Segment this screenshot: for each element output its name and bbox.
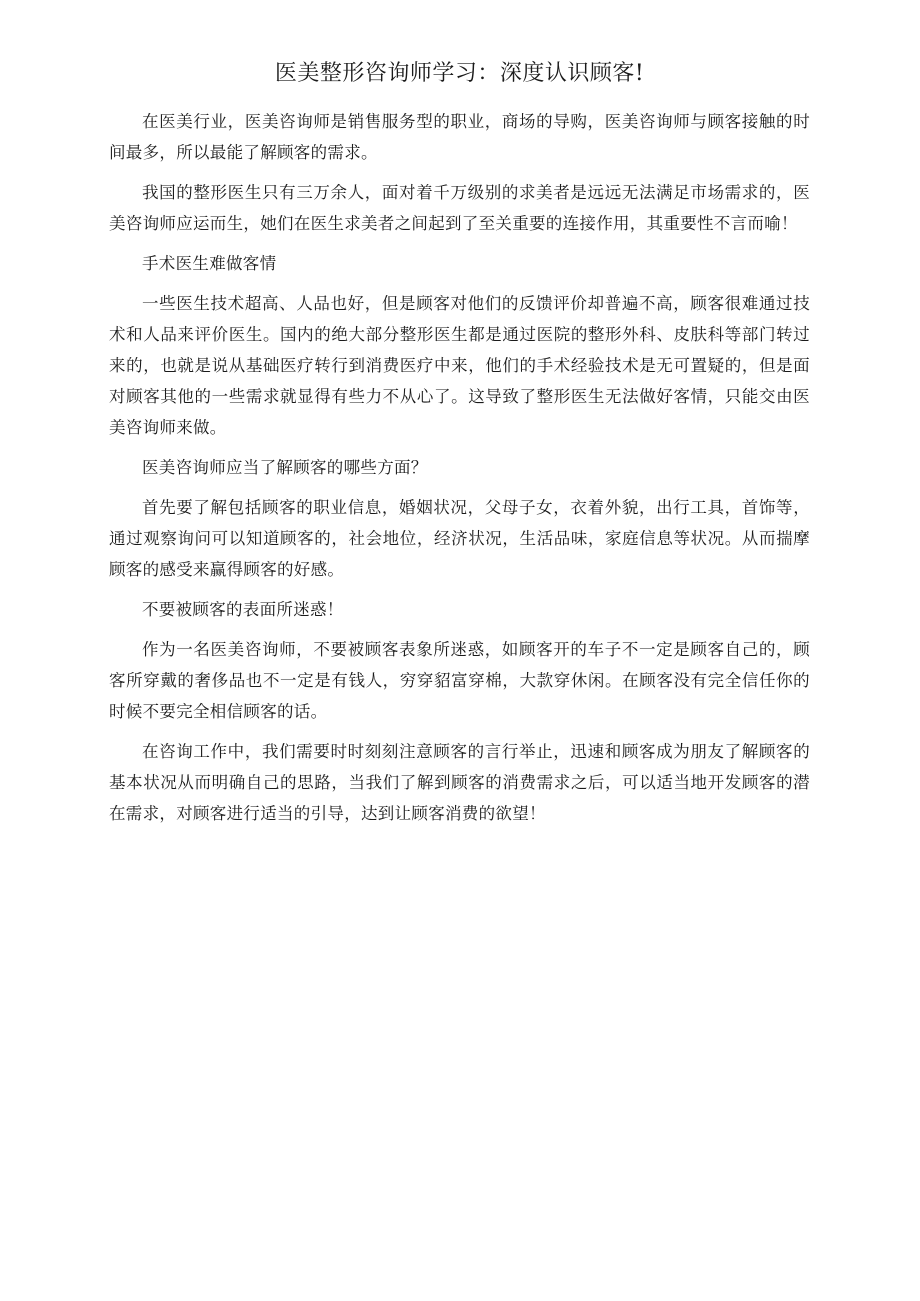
- paragraph-surgeons: 一些医生技术超高、人品也好，但是顾客对他们的反馈评价却普遍不高，顾客很难通过技术和人品来评价医生。国内的绝大部分整形医生都是通过医院的整形外科、皮肤科等部门转过来的，也就是说从基础医疗转行到消费医疗中来，他们的手术经验技术是无可置疑的，但是面对顾客其他的一些需求就显得有些力不从心了。这导致了整形医生无法做好客情，只能交由医美咨询师来做。: [109, 294, 810, 437]
- section-heading-surgeons: 手术医生难做客情: [142, 254, 277, 273]
- document-title: 医美整形咨询师学习：深度认识顾客!: [274, 61, 645, 86]
- section-heading-appearance: 不要被顾客的表面所迷惑！: [142, 600, 344, 619]
- section-heading-understand: 医美咨询师应当了解顾客的哪些方面？: [142, 458, 428, 477]
- paragraph-appearance: 作为一名医美咨询师，不要被顾客表象所迷惑，如顾客开的车子不一定是顾客自己的，顾客所穿戴的奢侈品也不一定是有钱人，穷穿貂富穿棉，大款穿休闲。在顾客没有完全信任你的时候不要完全相信顾客的话。: [109, 640, 810, 721]
- paragraph-doctor-shortage: 我国的整形医生只有三万余人，面对着千万级别的求美者是远远无法满足市场需求的，医美咨询师应运而生，她们在医生求美者之间起到了至关重要的连接作用，其重要性不言而喻！: [109, 183, 810, 233]
- paragraph-conclusion: 在咨询工作中，我们需要时时刻刻注意顾客的言行举止，迅速和顾客成为朋友了解顾客的基本状况从而明确自己的思路，当我们了解到顾客的消费需求之后，可以适当地开发顾客的潜在需求，对顾客进行适当的引导，达到让顾客消费的欲望！: [109, 742, 810, 823]
- paragraph-intro: 在医美行业，医美咨询师是销售服务型的职业，商场的导购，医美咨询师与顾客接触的时间最多，所以最能了解顾客的需求。: [109, 112, 810, 162]
- paragraph-understand: 首先要了解包括顾客的职业信息，婚姻状况，父母子女，衣着外貌，出行工具，首饰等，通过观察询问可以知道顾客的，社会地位，经济状况，生活品味，家庭信息等状况。从而揣摩顾客的感受来赢得顾客的好感。: [109, 498, 810, 579]
